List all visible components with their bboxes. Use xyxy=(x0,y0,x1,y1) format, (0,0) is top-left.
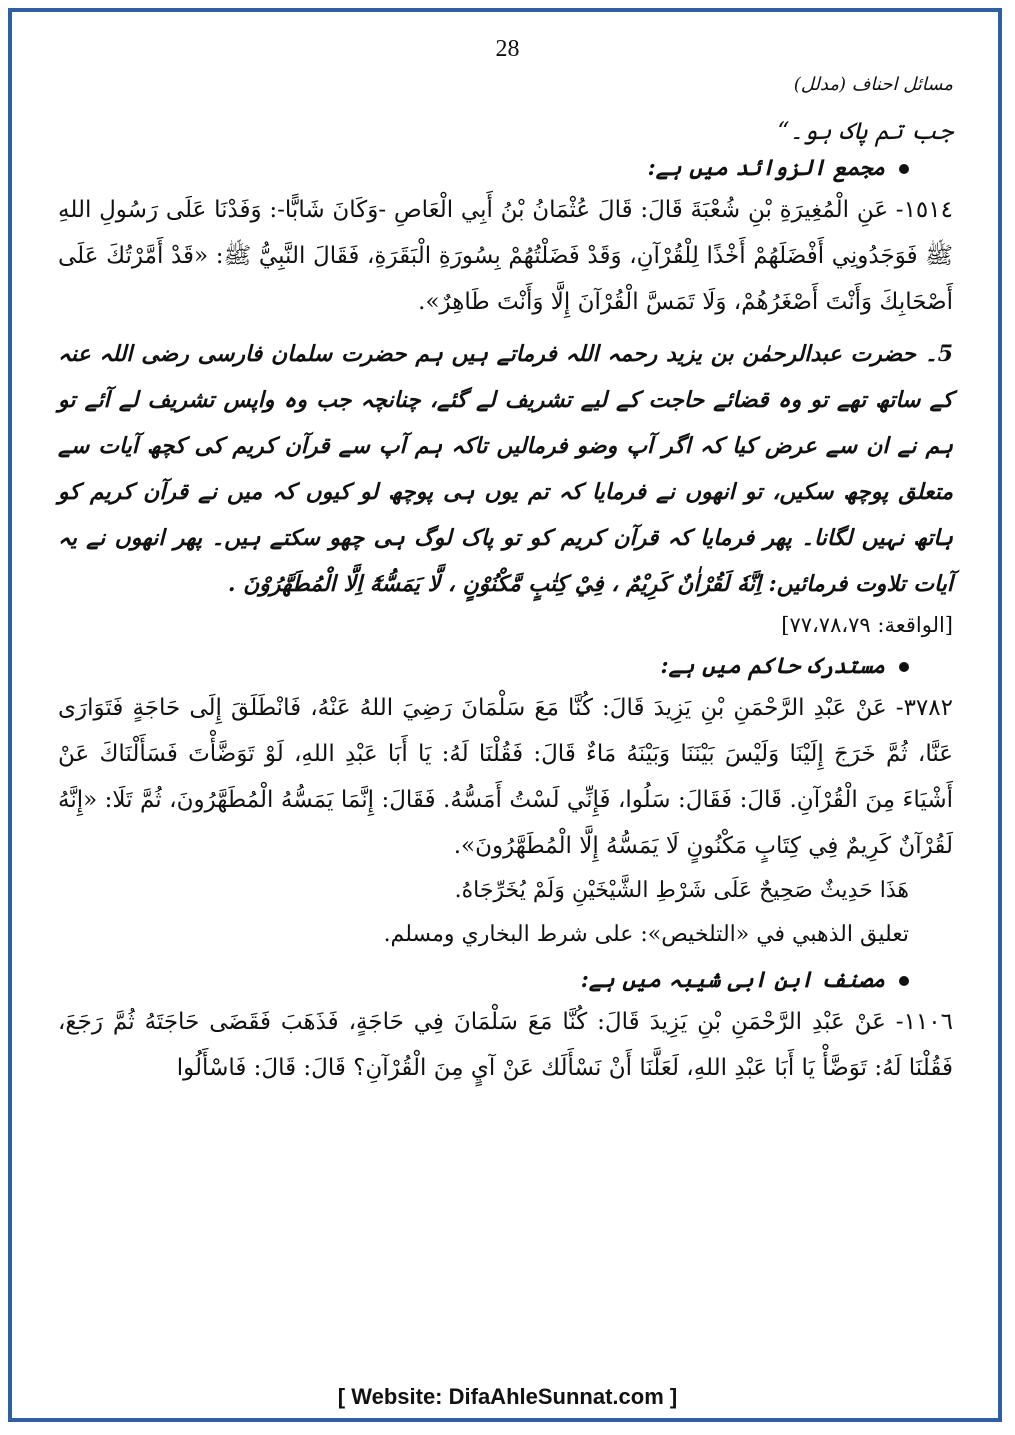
sahih-note: هَذَا حَدِيثٌ صَحِيحٌ عَلَى شَرْطِ الشَّيْخَيْنِ وَلَمْ يُخَرِّجَاهُ. xyxy=(454,878,909,903)
header-title: مسائل احناف (مدلل) xyxy=(793,74,953,95)
urdu-paragraph-5: 5۔ حضرت عبدالرحمٰن بن یزید رحمہ اللہ فرماتے ہیں ہم حضرت سلمان فارسی رضی اللہ عنہ کے ساتھ تھے تو وہ قضائے حاجت کے لیے تشریف لے گئے، چنانچہ جب وہ واپس تشریف لے آئے تو ہم نے ان سے عرض کیا کہ اگر آپ وضو فرمالیں تاکہ ہم آپ سے قرآن کریم کی کچھ آیات سے متعلق پوچھ سکیں، تو انھوں نے فرمایا کہ تم یوں ہی پوچھ لو کیوں کہ میں نے قرآن کریم کو ہاتھ نہیں لگانا۔ پھر فرمایا کہ قرآن کریم کو تو پاک لوگ ہی چھو سکتے ہیں۔ پھر انھوں نے یہ آیات تلاوت فرمائیں: اِنَّهٗ لَقُرْاٰنٌ كَرِيْمٌ ، فِيْ كِتٰبٍ مَّكْنُوْنٍ ، لَّا يَمَسُّهٗٓ اِلَّا الْمُطَهَّرُوْنَ . xyxy=(58,341,953,597)
website-footer: [ Website: DifaAhleSunnat.com ] xyxy=(337,1384,678,1409)
bullet-icon xyxy=(899,164,909,174)
quran-reference: [الواقعة: ٧٧،٧٨،٧٩] xyxy=(781,613,953,637)
bullet-label: مستدرک حاکم میں ہے: xyxy=(660,653,885,679)
bullet-musannaf-ibn-abi-shaybah xyxy=(58,967,909,993)
continuation-line: جب تم پاک ہو۔“ xyxy=(777,117,953,145)
dhahabi-note: تعليق الذهبي في «التلخيص»: على شرط البخاري ومسلم. xyxy=(383,922,909,947)
page-content xyxy=(58,74,953,1091)
bullet-label: مجمع الزوائد میں ہے: xyxy=(647,155,885,181)
hadith-1514: ١٥١٤- عَنِ الْمُغِيرَةِ بْنِ شُعْبَةَ قَالَ: قَالَ عُثْمَانُ بْنُ أَبِي الْعَاصِ -وَكَانَ شَابًّا-: وَفَدْنَا عَلَى رَسُولِ اللهِ ﷺ فَوَجَدُونِي أَفْضَلَهُمْ أَخْذًا لِلْقُرْآنِ، وَقَدْ فَضَلْتُهُمْ بِسُورَةِ الْبَقَرَةِ، فَقَالَ النَّبِيُّ ﷺ: «قَدْ أَمَّرْتُكَ عَلَى أَصْحَابِكَ وَأَنْتَ أَصْغَرُهُمْ، وَلَا تَمَسَّ الْقُرْآنَ إِلَّا وَأَنْتَ طَاهِرٌ». xyxy=(58,197,953,315)
bullet-majma-al-zawaid xyxy=(58,155,909,181)
bullet-icon xyxy=(899,662,909,672)
hadith-1106: ١١٠٦- عَنْ عَبْدِ الرَّحْمَنِ بْنِ يَزِيدَ قَالَ: كُنَّا مَعَ سَلْمَانَ فِي حَاجَةٍ، فَذَهَبَ فَقَضَى حَاجَتَهُ ثُمَّ رَجَعَ، فَقُلْنَا لَهُ: تَوَضَّأْ يَا أَبَا عَبْدِ اللهِ، لَعَلَّنَا أَنْ نَسْأَلَك عَنْ آيٍ مِنَ الْقُرْآنِ؟ قَالَ: قَالَ: فَاسْأَلُوا xyxy=(58,1009,953,1081)
hadith-3782: ٣٧٨٢- عَنْ عَبْدِ الرَّحْمَنِ بْنِ يَزِيدَ قَالَ: كُنَّا مَعَ سَلْمَانَ رَضِيَ اللهُ عَنْهُ، فَانْطَلَقَ إِلَى حَاجَةٍ فَتَوَارَى عَنَّا، ثُمَّ خَرَجَ إِلَيْنَا وَلَيْسَ بَيْنَنَا وَبَيْنَهُ مَاءٌ قَالَ: فَقُلْنَا لَهُ: يَا أَبَا عَبْدِ اللهِ، لَوْ تَوَضَّأْتَ فَسَأَلْنَاكَ عَنْ أَشْيَاءَ مِنَ الْقُرْآنِ. قَالَ: فَقَالَ: سَلُوا، فَإِنِّي لَسْتُ أَمَسُّهُ. فَقَالَ: إِنَّمَا يَمَسُّهُ الْمُطَهَّرُونَ، ثُمَّ تَلَا: «إِنَّهُ لَقُرْآنٌ كَرِيمٌ فِي كِتَابٍ مَكْنُونٍ لَا يَمَسُّهُ إِلَّا الْمُطَهَّرُونَ». xyxy=(58,695,953,859)
page-number: 28 xyxy=(495,36,520,62)
bullet-icon xyxy=(899,976,909,986)
bullet-mustadrak-hakim xyxy=(58,653,909,679)
bullet-label: مصنف ابن ابی شیبہ میں ہے: xyxy=(580,967,885,993)
